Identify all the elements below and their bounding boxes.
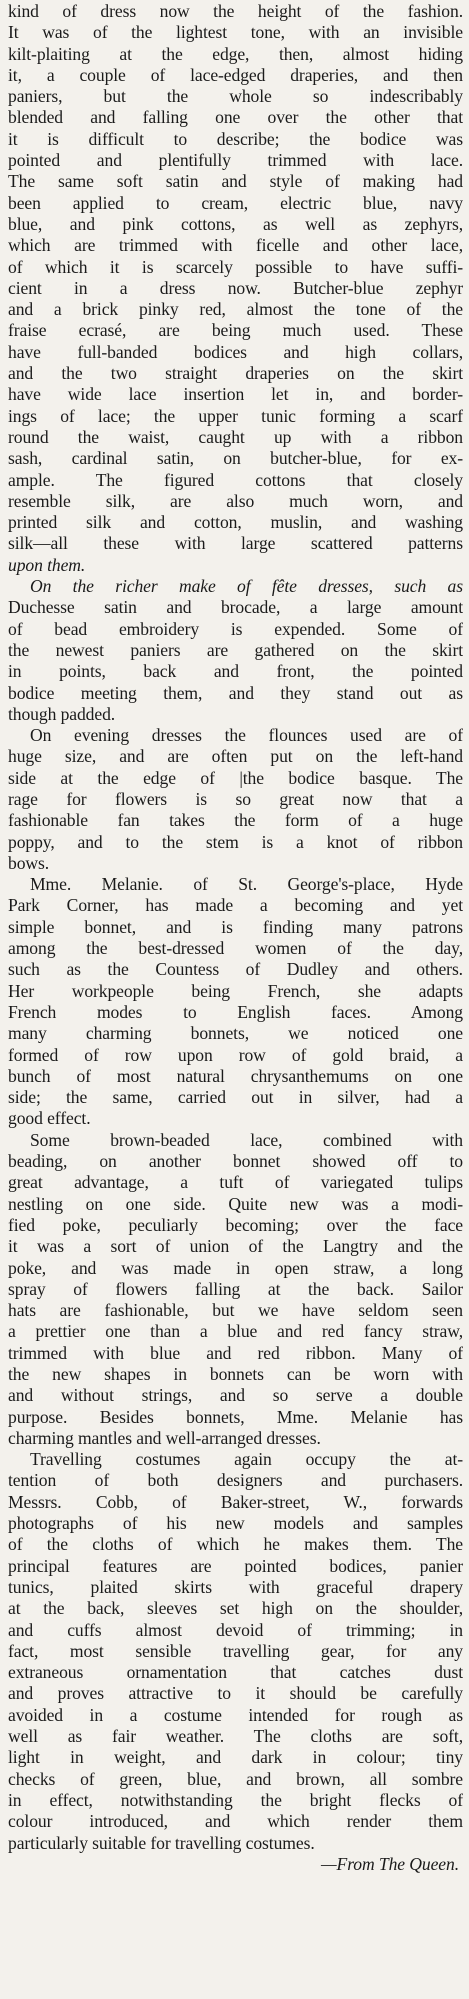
text-line: which are trimmed with ficelle and other lace, (8, 235, 463, 256)
text-line: have full-banded bodices and high collars, (8, 341, 463, 362)
text-line: extraneous ornamentation that catches dust (8, 1662, 463, 1683)
text-line: tunics, plaited skirts with graceful drapery (8, 1576, 463, 1597)
text-line: It was of the lightest tone, with an invisible (8, 22, 463, 43)
text-line: Duchesse satin and brocade, a large amount (8, 597, 463, 618)
text-line: purpose. Besides bonnets, Mme. Melanie has (8, 1406, 463, 1427)
text-line: among the best-dressed women of the day, (8, 938, 463, 959)
text-line: blue, and pink cottons, as well as zephyrs, (8, 213, 463, 234)
text-line: Some brown-beaded lace, combined with (30, 1129, 463, 1150)
text-line: fashionable fan takes the form of a huge (8, 810, 463, 831)
text-line: round the waist, caught up with a ribbon (8, 426, 463, 447)
text-line: checks of green, blue, and brown, all sombre (8, 1768, 463, 1789)
text-line: blended and falling one over the other that (8, 107, 463, 128)
text-line: of which it is scarcely possible to have suffi- (8, 256, 463, 277)
text-line: French modes to English faces. Among (8, 1001, 463, 1022)
text-line: kind of dress now the height of the fashion. (8, 1, 463, 21)
text-line: it is difficult to describe; the bodice was (8, 128, 463, 149)
attribution: —From The Queen. (321, 1853, 459, 1874)
text-line: kilt-plaiting at the edge, then, almost hiding (8, 43, 463, 64)
text-line: Park Corner, has made a becoming and yet (8, 895, 463, 916)
text-line: well as fair weather. The cloths are soft, (8, 1726, 463, 1747)
text-line: beading, on another bonnet showed off to (8, 1151, 463, 1172)
text-line: great advantage, a tuft of variegated tulips (8, 1172, 463, 1193)
text-line: charming mantles and well-arranged dresses. (8, 1427, 321, 1448)
text-line: paniers, but the whole so indescribably (8, 86, 463, 107)
text-line: colour introduced, and which render them (8, 1811, 463, 1832)
text-line: nestling on one side. Quite new was a modi- (8, 1193, 463, 1214)
text-line: printed silk and cotton, muslin, and washing (8, 512, 463, 533)
text-line: resemble silk, are also much worn, and (8, 490, 463, 511)
text-line: fied poke, peculiarly becoming; over the face (8, 1214, 463, 1235)
text-line: and cuffs almost devoid of trimming; in (8, 1619, 463, 1640)
text-line: light in weight, and dark in colour; tiny (8, 1747, 463, 1768)
text-line: Mme. Melanie. of St. George's-place, Hyde (30, 874, 463, 895)
text-line: and the two straight draperies on the skirt (8, 363, 463, 384)
text-line: particularly suitable for travelling costumes. (8, 1832, 315, 1853)
text-line: and a brick pinky red, almost the tone of the (8, 299, 463, 320)
text-line: fact, most sensible travelling gear, for any (8, 1640, 463, 1661)
text-line: though padded. (8, 703, 116, 724)
text-line: the new shapes in bonnets can be worn with (8, 1364, 463, 1384)
text-line: good effect. (8, 1108, 91, 1129)
text-line: many charming bonnets, we noticed one (8, 1023, 463, 1044)
text-line: bunch of most natural chrysanthemums on one (8, 1065, 463, 1086)
text-line: simple bonnet, and is finding many patrons (8, 916, 463, 937)
text-line: formed of row upon row of gold braid, a (8, 1044, 463, 1065)
text-line: in effect, notwithstanding the bright flecks of (8, 1789, 463, 1810)
text-line: ample. The figured cottons that closely (8, 469, 463, 490)
text-line: pointed and plentifully trimmed with lace. (8, 150, 463, 171)
text-line: fraise ecrasé, are being much used. These (8, 320, 463, 341)
text-line: spray of flowers falling at the back. Sailor (8, 1278, 463, 1299)
text-line: and proves attractive to it should be carefully (8, 1683, 463, 1704)
text-line: of the cloths of which he makes them. The (8, 1534, 463, 1555)
text-line: On the richer make of fête dresses, such as (30, 576, 463, 597)
text-line: been applied to cream, electric blue, navy (8, 192, 463, 213)
text-line: trimmed with blue and red ribbon. Many of (8, 1342, 463, 1363)
text-line: ings of lace; the upper tunic forming a scarf (8, 405, 463, 426)
text-line: side; the same, carried out in silver, had a (8, 1087, 463, 1108)
text-line: in points, back and front, the pointed (8, 661, 463, 682)
text-line: bodice meeting them, and they stand out as (8, 682, 463, 703)
text-line: and without strings, and so serve a double (8, 1385, 463, 1406)
text-line: sash, cardinal satin, on butcher-blue, for ex- (8, 448, 463, 469)
text-line: poke, and was made in open straw, a long (8, 1257, 463, 1278)
text-line: Messrs. Cobb, of Baker-street, W., forwards (8, 1491, 463, 1512)
text-line: rage for flowers is so great now that a (8, 788, 463, 809)
text-line: of bead embroidery is expended. Some of (8, 618, 463, 639)
text-line: such as the Countess of Dudley and others. (8, 959, 463, 980)
text-line: On evening dresses the flounces used are of (30, 725, 463, 746)
text-line: photographs of his new models and samples (8, 1513, 463, 1534)
text-line: avoided in a costume intended for rough as (8, 1704, 463, 1725)
text-line: hats are fashionable, but we have seldom seen (8, 1300, 463, 1321)
text-line: poppy, and to the stem is a knot of ribbon (8, 831, 463, 852)
text-line: cient in a dress now. Butcher-blue zephyr (8, 277, 463, 298)
text-line: a prettier one than a blue and red fancy straw, (8, 1321, 463, 1342)
text-line: upon them. (8, 554, 86, 575)
text-line: Her workpeople being French, she adapts (8, 980, 463, 1001)
text-line: Travelling costumes again occupy the at- (30, 1449, 463, 1470)
text-line: have wide lace insertion let in, and border- (8, 384, 463, 405)
text-line: principal features are pointed bodices, panier (8, 1555, 463, 1576)
text-line: tention of both designers and purchasers. (8, 1470, 463, 1491)
text-line: it was a sort of union of the Langtry and the (8, 1236, 463, 1257)
text-line: The same soft satin and style of making had (8, 171, 463, 192)
text-line: bows. (8, 852, 50, 873)
text-line: silk—all these with large scattered patterns (8, 533, 463, 554)
text-line: it, a couple of lace-edged draperies, and then (8, 64, 463, 85)
text-line: at the back, sleeves set high on the shoulder, (8, 1598, 463, 1619)
text-line: huge size, and are often put on the left-hand (8, 746, 463, 767)
article-body (8, 1, 463, 1854)
text-line: side at the edge of |the bodice basque. The (8, 767, 463, 788)
text-line: the newest paniers are gathered on the skirt (8, 639, 463, 660)
